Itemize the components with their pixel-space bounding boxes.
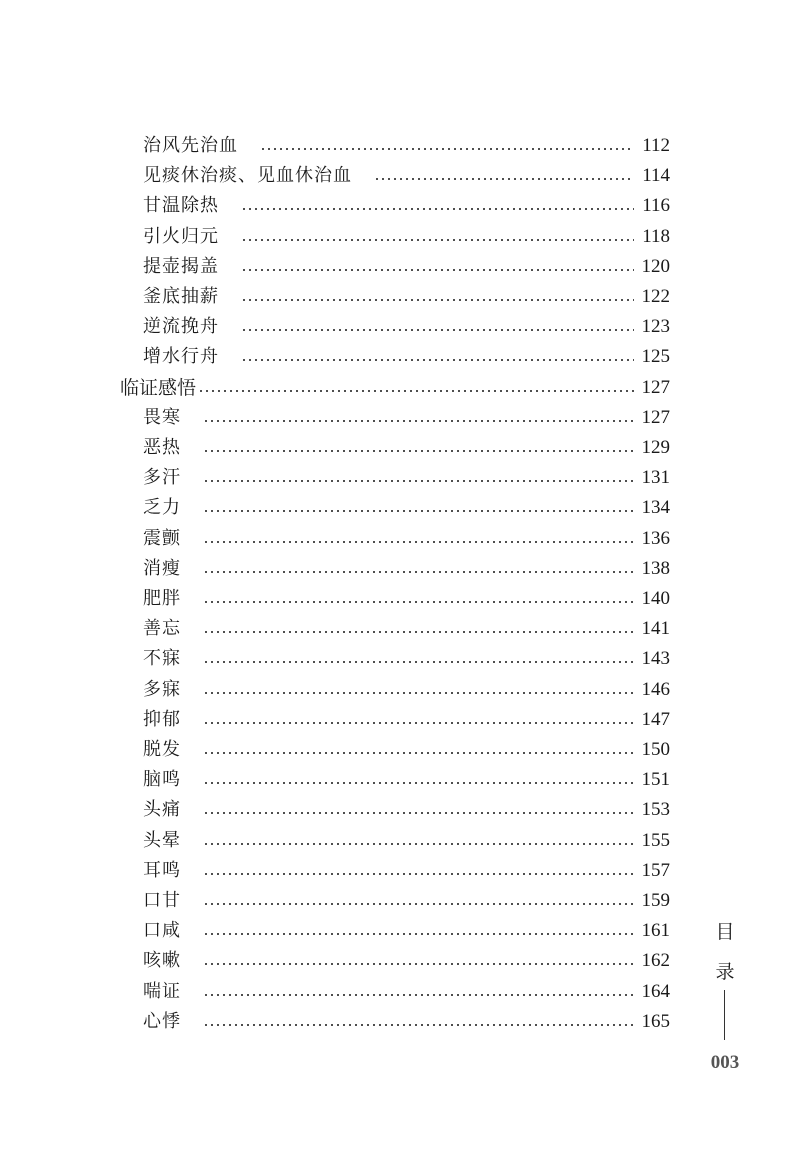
- dot-leader: [203, 510, 634, 512]
- dot-leader: [203, 843, 634, 845]
- toc-entry[interactable]: [143, 644, 670, 674]
- dot-leader: [203, 903, 634, 905]
- toc-entry-page: 161: [641, 920, 670, 942]
- toc-entry-page: 143: [641, 648, 670, 670]
- toc-entry-title: 头痛: [143, 799, 181, 821]
- toc-entry-page: 162: [641, 950, 670, 972]
- toc-entry-page: 127: [641, 406, 670, 428]
- toc-entry[interactable]: [143, 433, 670, 463]
- toc-entry[interactable]: [143, 795, 670, 825]
- toc-entry-title: 消瘦: [143, 557, 181, 579]
- dot-leader: [203, 994, 634, 996]
- running-title-char: 录: [715, 961, 735, 983]
- toc-entry-title: 多寐: [143, 678, 181, 700]
- toc-entry-title: 畏寒: [143, 406, 181, 428]
- running-title: [713, 912, 737, 992]
- toc-entry-page: 138: [641, 557, 670, 579]
- toc-entry-page: 116: [642, 195, 670, 217]
- toc-entry[interactable]: [143, 463, 670, 493]
- side-rule: [724, 990, 725, 1040]
- toc-entry-page: 120: [641, 255, 670, 277]
- toc-entry-page: 140: [641, 588, 670, 609]
- toc-entry[interactable]: [143, 584, 670, 614]
- dot-leader: [198, 390, 634, 392]
- toc-entry-title: 咳嗽: [143, 950, 181, 972]
- toc-entry-page: 118: [642, 225, 670, 247]
- toc-entry-page: 165: [641, 1010, 670, 1032]
- dot-leader: [203, 963, 634, 965]
- toc-entry[interactable]: [143, 403, 670, 433]
- toc-entry[interactable]: [143, 735, 670, 765]
- toc-entry-title: 甘温除热: [143, 195, 219, 217]
- toc-entry-title: 提壶揭盖: [143, 255, 219, 277]
- toc-entry[interactable]: [143, 675, 670, 705]
- dot-leader: [203, 782, 634, 784]
- toc-entry[interactable]: [143, 614, 670, 644]
- toc-entry-title: 善忘: [143, 618, 181, 640]
- dot-leader: [203, 631, 634, 633]
- toc-entry-page: 125: [641, 346, 670, 368]
- toc-entry-title: 头晕: [143, 829, 181, 851]
- toc-entry[interactable]: [143, 161, 670, 191]
- toc-entry-title: 见痰休治痰、见血休治血: [143, 165, 352, 187]
- toc-entry-title: 治风先治血: [143, 135, 238, 156]
- dot-leader: [203, 420, 634, 422]
- dot-leader: [203, 541, 634, 543]
- toc-entry[interactable]: [143, 493, 670, 523]
- toc-entry-title: 多汗: [143, 467, 181, 489]
- toc-entry[interactable]: [143, 554, 670, 584]
- toc-entry-title: 震颤: [143, 527, 181, 549]
- toc-entry[interactable]: [143, 524, 670, 554]
- toc-entry-page: 141: [641, 618, 670, 640]
- dot-leader: [203, 812, 634, 814]
- toc-entry-page: 153: [641, 799, 670, 821]
- toc-entry-title: 乏力: [143, 497, 181, 519]
- toc-entry-page: 123: [641, 316, 670, 338]
- dot-leader: [241, 359, 634, 361]
- dot-leader: [374, 178, 634, 180]
- dot-leader: [260, 148, 634, 150]
- toc-entry[interactable]: [143, 131, 670, 161]
- toc-entry-page: 114: [642, 165, 670, 187]
- dot-leader: [203, 480, 634, 482]
- toc-entry-page: 134: [641, 497, 670, 519]
- toc-entry-title: 口咸: [143, 920, 181, 942]
- dot-leader: [203, 1024, 634, 1026]
- dot-leader: [241, 329, 634, 331]
- dot-leader: [203, 571, 634, 573]
- toc-entry-title: 引火归元: [143, 225, 219, 247]
- toc-entry-title: 心悸: [143, 1010, 181, 1032]
- dot-leader: [241, 269, 634, 271]
- dot-leader: [203, 450, 634, 452]
- toc-entry-title: 增水行舟: [143, 346, 219, 368]
- page-number: 003: [710, 1052, 740, 1073]
- toc-entry[interactable]: [143, 222, 670, 252]
- toc-entry-title: 脑鸣: [143, 769, 181, 791]
- toc-entry-title: 临证感悟: [120, 376, 197, 399]
- toc-entry-page: 164: [641, 980, 670, 1002]
- toc-entry[interactable]: [143, 886, 670, 916]
- toc-entry-page: 150: [641, 739, 670, 760]
- toc-entry-page: 157: [641, 859, 670, 881]
- toc-entry-title: 口甘: [143, 890, 181, 911]
- toc-entry[interactable]: [143, 705, 670, 735]
- toc-entry-title: 喘证: [143, 980, 181, 1002]
- toc-entry-page: 146: [641, 678, 670, 700]
- toc-entry-page: 112: [642, 135, 670, 156]
- toc-entry[interactable]: [143, 191, 670, 221]
- toc-entry[interactable]: [143, 342, 670, 372]
- toc-section-entry[interactable]: [120, 373, 670, 403]
- toc-entry[interactable]: [143, 312, 670, 342]
- toc-entry-title: 釜底抽薪: [143, 286, 219, 307]
- dot-leader: [203, 661, 634, 663]
- dot-leader: [241, 208, 634, 210]
- dot-leader: [241, 239, 634, 241]
- toc-entry[interactable]: [143, 765, 670, 795]
- toc-entry[interactable]: [143, 916, 670, 946]
- toc-entry[interactable]: [143, 946, 670, 976]
- dot-leader: [241, 299, 634, 301]
- dot-leader: [203, 752, 634, 754]
- toc-entry-title: 肥胖: [143, 588, 181, 609]
- toc-entry-page: 159: [641, 890, 670, 911]
- toc-entry[interactable]: [143, 826, 670, 856]
- toc-entry-page: 151: [641, 769, 670, 791]
- toc-entry-page: 136: [641, 527, 670, 549]
- toc-entry[interactable]: [143, 856, 670, 886]
- dot-leader: [203, 601, 634, 603]
- dot-leader: [203, 873, 634, 875]
- toc-entry-page: 155: [641, 829, 670, 851]
- dot-leader: [203, 933, 634, 935]
- toc-entry-title: 耳鸣: [143, 859, 181, 881]
- toc-entry-title: 抑郁: [143, 708, 181, 730]
- toc-entry-title: 脱发: [143, 739, 181, 760]
- toc-entry-title: 恶热: [143, 437, 181, 458]
- toc-entry-page: 129: [641, 437, 670, 458]
- toc-entry-page: 122: [641, 286, 670, 307]
- toc-entry-title: 不寐: [143, 648, 181, 670]
- running-title-char: 目: [715, 921, 735, 943]
- toc-entry-page: 127: [641, 376, 670, 398]
- toc-entry-title: 逆流挽舟: [143, 316, 219, 338]
- toc-entry[interactable]: [143, 252, 670, 282]
- dot-leader: [203, 692, 634, 694]
- dot-leader: [203, 722, 634, 724]
- toc-entry[interactable]: [143, 282, 670, 312]
- toc-entry[interactable]: [143, 977, 670, 1007]
- toc-entry[interactable]: [143, 1007, 670, 1037]
- toc-entry-page: 131: [641, 467, 670, 489]
- toc-entry-page: 147: [641, 708, 670, 730]
